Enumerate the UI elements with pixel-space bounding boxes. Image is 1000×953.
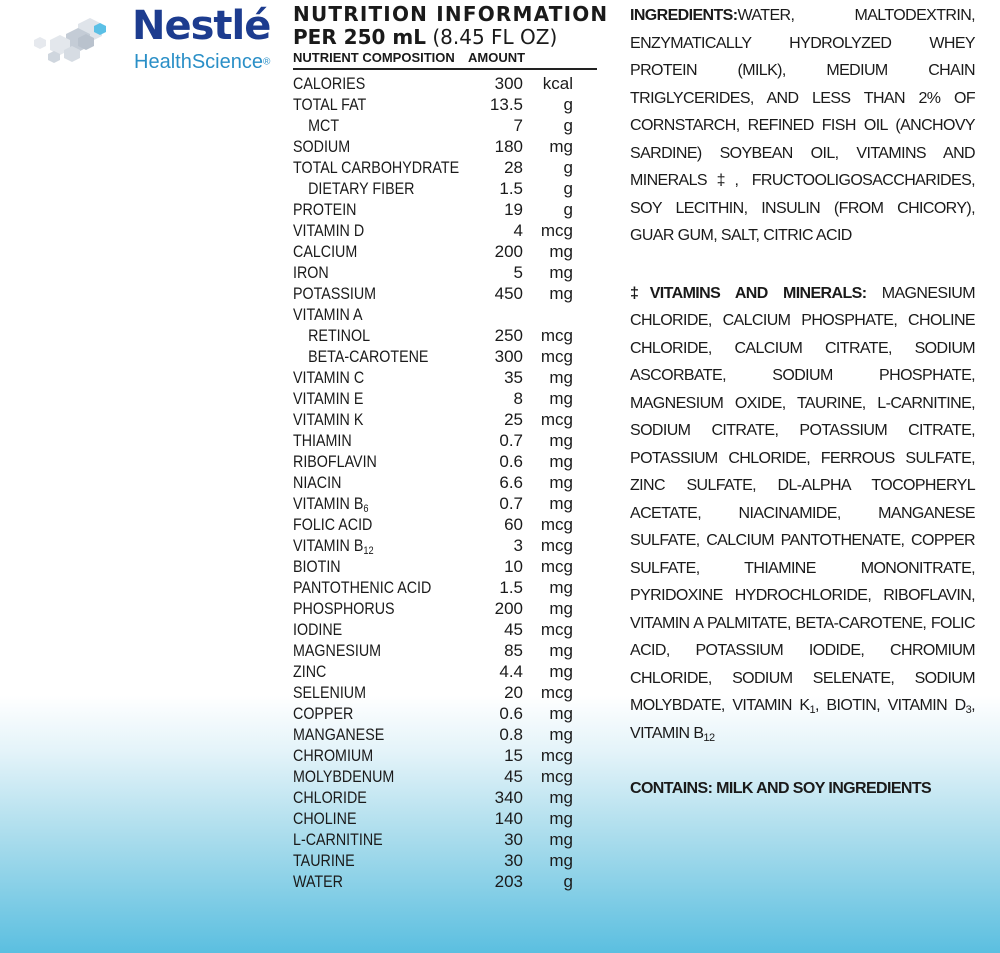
nutrient-amount: 1.5	[499, 179, 523, 198]
nutrient-name: RIBOFLAVIN	[293, 452, 377, 471]
nutrient-name: VITAMIN $B_{12}$	[293, 536, 374, 557]
nutrient-unit: mg	[549, 851, 573, 870]
nutrient-row	[293, 577, 598, 598]
nutrient-name: MCT	[308, 116, 340, 135]
nutrient-name: BIOTIN	[293, 557, 341, 576]
nutrient-row	[293, 199, 598, 220]
nutrient-unit: g	[563, 179, 573, 198]
nutrient-unit: g	[563, 116, 573, 135]
nutrient-name: MANGANESE	[293, 725, 385, 744]
nutrient-unit: mg	[549, 578, 573, 597]
nutrient-amount	[483, 304, 523, 325]
nutrient-unit: mg	[549, 368, 573, 387]
nutrient-unit: mg	[549, 662, 573, 681]
nutrient-row	[293, 766, 598, 787]
nutrient-unit: mg	[549, 431, 573, 450]
nutrient-unit: mg	[549, 137, 573, 156]
nutrient-row	[293, 304, 598, 325]
col-amount: AMOUNT	[468, 50, 526, 65]
nutrient-row	[293, 472, 598, 493]
nutrient-name: MOLYBDENUM	[293, 767, 395, 786]
nutrient-amount: 250	[494, 326, 523, 345]
nutrition-title: NUTRITION INFORMATION	[293, 2, 609, 26]
col-nutrient: NUTRIENT COMPOSITION	[293, 50, 455, 65]
nutrient-unit: mcg	[540, 557, 573, 576]
nutrient-unit: g	[563, 200, 573, 219]
nutrient-unit: g	[563, 158, 573, 177]
nutrient-name: ZINC	[293, 662, 327, 681]
nutrient-amount: 45	[504, 620, 523, 639]
nutrient-name: L-CARNITINE	[293, 830, 383, 849]
nutrient-name: BETA-CAROTENE	[308, 347, 429, 366]
nutrient-unit: mg	[549, 641, 573, 660]
nutrition-rows	[293, 73, 598, 892]
nutrient-amount: 10	[504, 557, 523, 576]
nutrient-amount: 30	[504, 851, 523, 870]
nutrient-amount: 140	[494, 809, 523, 828]
nutrient-amount: 3	[513, 536, 523, 555]
nutrient-row	[293, 829, 598, 850]
nutrient-amount: 45	[504, 767, 523, 786]
vitamins-list: MAGNESIUM CHLORIDE, CALCIUM PHOSPHATE, CHOLINE CHLORIDE, CALCIUM CITRATE, SODIUM ASCORBATE, SODIUM PHOSPHATE, MAGNESIUM OXIDE, TAURINE, L-CARNITINE, SODIUM CITRATE, POTASSIUM CITRATE, POTASSIUM CHLORIDE, FERROUS SULFATE, ZINC SULFATE, DL-ALPHA TOCOPHERYL ACETATE, NIACINAMIDE, MANGANESE SULFATE, CALCIUM PANTOTHENATE, COPPER SULFATE, THIAMINE MONONITRATE, PYRIDOXINE HYDROCHLORIDE, RIBOFLAVIN, VITAMIN A PALMITATE, BETA-CAROTENE, FOLIC ACID, POTASSIUM IODIDE, CHROMIUM CHLORIDE, SODIUM SELENATE, SODIUM MOLYBDATE, VITAMIN $K_1$, BIOTIN, VITAMIN $D_3$, VITAMIN $B_{12}$	[630, 284, 976, 744]
nutrient-unit: mcg	[540, 326, 573, 345]
nutrient-row	[293, 787, 598, 808]
nutrient-name: VITAMIN D	[293, 221, 365, 240]
nutrient-row	[293, 619, 598, 640]
nutrient-name: WATER	[293, 872, 343, 891]
nutrient-name: COPPER	[293, 704, 354, 723]
nutrient-row	[293, 283, 598, 304]
nutrient-row	[293, 598, 598, 619]
nutrient-amount: 340	[494, 788, 523, 807]
nutrient-unit: mcg	[540, 767, 573, 786]
nutrient-row	[293, 745, 598, 766]
nutrient-row	[293, 346, 598, 367]
nutrient-name: IRON	[293, 263, 329, 282]
nutrient-name: FOLIC ACID	[293, 515, 373, 534]
nutrient-unit	[523, 304, 573, 325]
nutrient-row	[293, 409, 598, 430]
nutrient-unit: mg	[549, 809, 573, 828]
nutrient-unit: g	[563, 95, 573, 114]
nutrient-unit: mg	[549, 263, 573, 282]
nutrient-amount: 0.6	[499, 452, 523, 471]
nutrient-amount: 13.5	[489, 95, 523, 114]
nutrient-amount: 6.6	[499, 473, 523, 492]
nutrient-row	[293, 220, 598, 241]
nutrient-amount: 19	[504, 200, 523, 219]
nutrient-name: NIACIN	[293, 473, 342, 492]
nutrient-row	[293, 451, 598, 472]
nutrient-name: MAGNESIUM	[293, 641, 382, 660]
nutrient-amount: 20	[504, 683, 523, 702]
nutrient-row	[293, 430, 598, 451]
nutrition-panel	[293, 0, 609, 892]
nutrient-name: VITAMIN A	[293, 305, 363, 324]
nutrient-unit: mg	[549, 788, 573, 807]
nutrient-amount: 180	[494, 137, 523, 156]
ingredients-panel	[630, 2, 975, 803]
nutrient-name: VITAMIN K	[293, 410, 364, 429]
nutrient-unit: g	[563, 872, 573, 891]
nutrient-name: TAURINE	[293, 851, 355, 870]
cubes-icon	[28, 18, 108, 78]
nutrient-row	[293, 556, 598, 577]
nutrient-unit: mcg	[540, 347, 573, 366]
allergen-statement: CONTAINS: MILK AND SOY INGREDIENTS	[630, 780, 932, 797]
nutrient-row	[293, 640, 598, 661]
nutrient-row	[293, 535, 598, 556]
nutrient-unit: mg	[549, 242, 573, 261]
nutrient-name: TOTAL CARBOHYDRATE	[293, 158, 460, 177]
nutrient-row	[293, 871, 598, 892]
nutrient-row	[293, 514, 598, 535]
nutrient-unit: mg	[549, 704, 573, 723]
nutrient-row	[293, 850, 598, 871]
nutrient-name: PANTOTHENIC ACID	[293, 578, 432, 597]
nutrient-row	[293, 661, 598, 682]
nutrient-amount: 203	[494, 872, 523, 891]
nutrient-row	[293, 157, 598, 178]
nutrient-name: VITAMIN $B_6$	[293, 494, 369, 515]
nutrient-unit: mcg	[540, 536, 573, 555]
nutrient-amount: 300	[494, 74, 523, 93]
nutrient-amount: 0.8	[499, 725, 523, 744]
nutrient-row	[293, 682, 598, 703]
nutrient-amount: 0.7	[499, 494, 523, 513]
nutrient-amount: 200	[494, 599, 523, 618]
nutrient-amount: 5	[513, 263, 523, 282]
nutrient-name: CALCIUM	[293, 242, 358, 261]
nutrient-amount: 35	[504, 368, 523, 387]
nutrient-row	[293, 241, 598, 262]
nutrient-name: SELENIUM	[293, 683, 367, 702]
nutrient-row	[293, 262, 598, 283]
nutrient-name: CALORIES	[293, 74, 366, 93]
nutrient-row	[293, 493, 598, 514]
nutrient-amount: 25	[504, 410, 523, 429]
nutrient-row	[293, 178, 598, 199]
serving-size: PER 250 mL (8.45 FL OZ)	[293, 25, 558, 49]
nutrient-name: THIAMIN	[293, 431, 352, 450]
nutrient-amount: 7	[513, 116, 523, 135]
ingredients-text: INGREDIENTS:WATER, MALTODEXTRIN, ENZYMATICALLY HYDROLYZED WHEY PROTEIN (MILK), MEDIUM CHAIN TRIGLYCERIDES, AND LESS THAN 2% OF CORNSTARCH, REFINED FISH OIL (ANCHOVY SARDINE) SOYBEAN OIL, VITAMINS AND MINERALS‡, FRUCTOOLIGOSACCHARIDES, SOY LECITHIN, INSULIN (FROM CHICORY), GUAR GUM, SALT, CITRIC ACID	[630, 7, 975, 244]
brand-subtitle: HealthScience®	[134, 51, 271, 73]
nutrient-name: PROTEIN	[293, 200, 357, 219]
brand-name: Nestlé	[132, 3, 271, 49]
nutrient-amount: 0.7	[499, 431, 523, 450]
nutrient-name: CHOLINE	[293, 809, 357, 828]
nestle-health-science-logo	[28, 3, 271, 84]
nutrient-unit: mcg	[540, 683, 573, 702]
nutrient-unit: mg	[549, 284, 573, 303]
nutrient-unit: mg	[549, 389, 573, 408]
nutrient-unit: mcg	[540, 746, 573, 765]
vitamins-minerals-text: ‡VITAMINS AND MINERALS: MAGNESIUM CHLORIDE, CALCIUM PHOSPHATE, CHOLINE CHLORIDE, CALCIUM CITRATE, SODIUM ASCORBATE, SODIUM PHOSPHATE, MAGNESIUM OXIDE, TAURINE, L-CARNITINE, SODIUM CITRATE, POTASSIUM CITRATE, POTASSIUM CHLORIDE, FERROUS SULFATE, ZINC SULFATE, DL-ALPHA TOCOPHERYL ACETATE, NIACINAMIDE, MANGANESE SULFATE, CALCIUM PANTOTHENATE, COPPER SULFATE, THIAMINE MONONITRATE, PYRIDOXINE HYDROCHLORIDE, RIBOFLAVIN, VITAMIN A PALMITATE, BETA-CAROTENE, FOLIC ACID, POTASSIUM IODIDE, CHROMIUM CHLORIDE, SODIUM SELENATE, SODIUM MOLYBDATE, VITAMIN $K_1$, BIOTIN, VITAMIN $D_3$, VITAMIN $B_{12}$	[630, 284, 976, 744]
nutrient-unit: mcg	[540, 515, 573, 534]
nutrient-row	[293, 367, 598, 388]
nutrient-amount: 450	[494, 284, 523, 303]
nutrient-name: TOTAL FAT	[293, 95, 367, 114]
nutrient-amount: 30	[504, 830, 523, 849]
nutrient-amount: 8	[513, 389, 523, 408]
nutrient-row	[293, 703, 598, 724]
nutrient-amount: 200	[494, 242, 523, 261]
nutrient-amount: 4.4	[499, 662, 523, 681]
nutrition-header	[293, 50, 597, 70]
nutrient-row	[293, 325, 598, 346]
nutrient-row	[293, 388, 598, 409]
nutrient-name: IODINE	[293, 620, 343, 639]
nutrient-row	[293, 808, 598, 829]
nutrient-unit: mg	[549, 725, 573, 744]
nutrient-amount: 0.6	[499, 704, 523, 723]
nutrient-unit: kcal	[542, 74, 573, 93]
nutrient-amount: 4	[513, 221, 523, 240]
nutrient-amount: 60	[504, 515, 523, 534]
nutrient-unit: mg	[549, 494, 573, 513]
nutrient-unit: mg	[549, 452, 573, 471]
nutrient-amount: 300	[494, 347, 523, 366]
nutrient-unit: mg	[549, 830, 573, 849]
nutrient-name: DIETARY FIBER	[308, 179, 415, 198]
nutrient-name: VITAMIN C	[293, 368, 365, 387]
nutrient-name: VITAMIN E	[293, 389, 364, 408]
nutrient-name: PHOSPHORUS	[293, 599, 395, 618]
nutrient-name: SODIUM	[293, 137, 351, 156]
nutrient-unit: mcg	[540, 620, 573, 639]
nutrient-unit: mg	[549, 599, 573, 618]
nutrient-row	[293, 136, 598, 157]
nutrient-row	[293, 73, 598, 94]
nutrient-name: RETINOL	[308, 326, 371, 345]
nutrient-unit: mg	[549, 473, 573, 492]
nutrient-unit: mcg	[540, 221, 573, 240]
nutrient-amount: 85	[504, 641, 523, 660]
nutrient-row	[293, 724, 598, 745]
nutrient-name: CHROMIUM	[293, 746, 374, 765]
nutrient-row	[293, 94, 598, 115]
nutrient-unit: mcg	[540, 410, 573, 429]
nutrient-amount: 1.5	[499, 578, 523, 597]
nutrient-name: CHLORIDE	[293, 788, 367, 807]
nutrient-name: POTASSIUM	[293, 284, 377, 303]
nutrient-amount: 28	[504, 158, 523, 177]
nutrient-row	[293, 115, 598, 136]
nutrient-amount: 15	[504, 746, 523, 765]
